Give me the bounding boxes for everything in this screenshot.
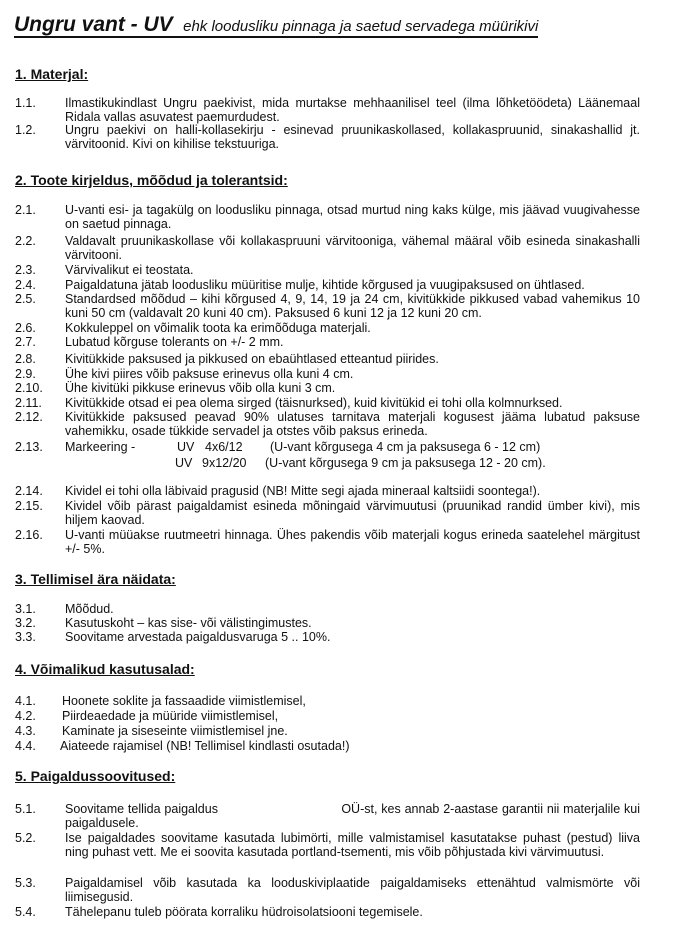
list-item xyxy=(15,694,640,708)
item-text: Ühe kivi piires võib paksuse erinevus olla kuni 4 cm. xyxy=(65,367,354,381)
item-number: 2.14. xyxy=(15,484,43,498)
item-number: 2.5. xyxy=(15,292,36,306)
item-text: Kokkuleppel on võimalik toota ka erimõõduga materjali. xyxy=(65,321,371,335)
list-item xyxy=(15,499,640,527)
list-item xyxy=(15,292,640,320)
list-item xyxy=(15,831,640,859)
product-name: Ungru vant - UV xyxy=(14,13,173,36)
section-heading-installation: 5. Paigaldussoovitused: xyxy=(15,768,176,784)
list-item xyxy=(15,410,640,438)
item-text: Kivitükkide otsad ei pea olema sirged (täisnurksed), kuid kivitükid ei tohi olla kolmnurksed. xyxy=(65,396,563,410)
item-text: Standardsed mõõdud – kihi kõrgused 4, 9, 14, 19 ja 24 cm, kivitükkide pikkused vabad vahemikus 10 kuni 50 cm (valdavalt 20 kuni 40 cm). Paksused 6 kuni 12 ja 12 kuni 20 cm. xyxy=(65,292,640,320)
item-text: Kasutuskoht – kas sise- või välistingimustes. xyxy=(65,616,312,630)
marking-size: 4x6/12 xyxy=(205,440,243,454)
list-item xyxy=(15,367,640,381)
list-item xyxy=(15,96,640,124)
item-text: Mõõdud. xyxy=(65,602,114,616)
item-number: 2.13. xyxy=(15,440,43,454)
item-text: Piirdeaedade ja müüride viimistlemisel, xyxy=(62,709,279,723)
product-description: ehk loodusliku pinnaga ja saetud servadega müürikivi xyxy=(183,18,539,35)
item-number: 2.7. xyxy=(15,335,36,349)
item-number: 2.12. xyxy=(15,410,43,424)
item-text: Värvivalikut ei teostata. xyxy=(65,263,194,277)
list-item xyxy=(15,905,640,919)
list-item xyxy=(15,263,640,277)
item-text: Kividel võib pärast paigaldamist esineda mõningaid värvimuutusi (pruunikad randid ümber kivi), mis hiljem kaovad. xyxy=(65,499,640,527)
section-heading-uses: 4. Võimalikud kasutusalad: xyxy=(15,661,195,677)
list-item xyxy=(15,352,640,366)
item-number: 2.2. xyxy=(15,234,36,248)
item-number: 4.1. xyxy=(15,694,36,708)
item-number: 4.2. xyxy=(15,709,36,723)
section-heading-description: 2. Toote kirjeldus, mõõdud ja tolerantsid: xyxy=(15,172,288,188)
item-text: Aiateede rajamisel (NB! Tellimisel kindlasti osutada!) xyxy=(60,739,350,753)
item-number: 5.3. xyxy=(15,876,36,890)
item-text: Tähelepanu tuleb pöörata korraliku hüdroisolatsiooni tegemisele. xyxy=(65,905,423,919)
list-item xyxy=(15,724,640,738)
item-number: 2.3. xyxy=(15,263,36,277)
item-text: Ungru paekivi on halli-kollasekirju - esinevad pruunikaskollased, kollakaspruunid, sinakashallid jt. värvitoonid. Kivi on kihilise tekstuuriga. xyxy=(65,123,640,151)
item-text: Kividel ei tohi olla läbivaid pragusid (NB! Mitte segi ajada mineraal kaltsiidi soontega!). xyxy=(65,484,541,498)
item-text: U-vanti müüakse ruutmeetri hinnaga. Ühes pakendis võib materjali kogus erineda saatelehel märgitust +/- 5%. xyxy=(65,528,640,556)
item-text: Kaminate ja siseseinte viimistlemisel jne. xyxy=(62,724,288,738)
list-item xyxy=(15,528,640,556)
item-number: 2.10. xyxy=(15,381,43,395)
item-text: Ühe kivitüki pikkuse erinevus võib olla kuni 3 cm. xyxy=(65,381,336,395)
section-heading-material: 1. Materjal: xyxy=(15,66,89,82)
item-text: Soovitame arvestada paigaldusvaruga 5 .. 10%. xyxy=(65,630,331,644)
list-item xyxy=(15,123,640,151)
item-number: 1.2. xyxy=(15,123,36,137)
item-text: Ise paigaldades soovitame kasutada lubimörti, mille valmistamisel kasutatakse puhast (pestud) liiva ning puhast vett. Me ei soovita kasutada portland-tsementi, mis võib põhjustada kivi värvimuutusi. xyxy=(65,831,640,859)
list-item xyxy=(15,381,640,395)
list-item xyxy=(15,484,640,498)
item-number: 4.3. xyxy=(15,724,36,738)
list-item xyxy=(15,203,640,231)
list-item xyxy=(15,802,644,830)
marking-code: UV xyxy=(175,456,193,470)
list-item xyxy=(15,278,640,292)
item-text: Valdavalt pruunikaskollase või kollakaspruuni värvitooniga, vähemal määral võib esineda sinakashalli värvitooni. xyxy=(65,234,640,262)
item-text: Kivitükkide paksused ja pikkused on ebaühtlased etteantud piirides. xyxy=(65,352,439,366)
marking-description: (U-vant kõrgusega 4 cm ja paksusega 6 - 12 cm) xyxy=(270,440,541,454)
item-number: 2.16. xyxy=(15,528,43,542)
item-number: 2.6. xyxy=(15,321,36,335)
item-text: Soovitame tellida paigaldus OÜ-st, kes annab 2-aastase garantii nii materjalile kui paigaldusele. xyxy=(65,802,644,830)
marking-description: (U-vant kõrgusega 9 cm ja paksusega 12 - 20 cm). xyxy=(265,456,546,470)
list-item xyxy=(15,709,640,723)
list-item xyxy=(15,335,640,349)
item-text: Paigaldatuna jätab loodusliku müüritise mulje, kihtide kõrgused ja vuugipaksused on ühtlased. xyxy=(65,278,585,292)
item-text: Paigaldamisel võib kasutada ka looduskiviplaatide paigaldamiseks ettenähtud valmismörte või liimisegusid. xyxy=(65,876,640,904)
list-item xyxy=(15,630,640,644)
item-text: Ilmastikukindlast Ungru paekivist, mida murtakse mehhaanilisel teel (ilma lõhketöödeta) Läänemaal Ridala vallas asuvatest paemurdudest. xyxy=(65,96,640,124)
marking-label: Markeering - xyxy=(65,440,136,454)
item-text: Hoonete soklite ja fassaadide viimistlemisel, xyxy=(62,694,306,708)
list-item xyxy=(15,876,640,904)
item-number: 2.15. xyxy=(15,499,43,513)
item-number: 2.4. xyxy=(15,278,36,292)
item-text: Lubatud kõrguse tolerants on +/- 2 mm. xyxy=(65,335,284,349)
item-number: 3.2. xyxy=(15,616,36,630)
document-title xyxy=(14,14,538,38)
item-number: 2.1. xyxy=(15,203,36,217)
item-number: 2.11. xyxy=(15,396,42,410)
item-number: 3.1. xyxy=(15,602,36,616)
list-item xyxy=(15,616,640,630)
item-number: 2.8. xyxy=(15,352,36,366)
item-number: 5.1. xyxy=(15,802,36,816)
list-item xyxy=(15,739,640,753)
item-text: U-vanti esi- ja tagakülg on loodusliku pinnaga, otsad murtud ning kaks külge, mis jäävad vuugivahesse on saetud pinnaga. xyxy=(65,203,640,231)
list-item xyxy=(15,602,640,616)
item-number: 5.4. xyxy=(15,905,36,919)
item-number: 2.9. xyxy=(15,367,36,381)
list-item xyxy=(15,234,640,262)
item-text: Kivitükkide paksused peavad 90% ulatuses tarnitava materjali kogusest jääma lubatud paksuse vahemikku, osade tükkide servadel ja otstes võib paksus erineda. xyxy=(65,410,640,438)
marking-code: UV xyxy=(177,440,195,454)
item-number: 1.1. xyxy=(15,96,36,110)
list-item xyxy=(15,396,640,410)
section-heading-ordering: 3. Tellimisel ära näidata: xyxy=(15,571,176,587)
list-item xyxy=(15,321,640,335)
item-number: 3.3. xyxy=(15,630,36,644)
item-number: 5.2. xyxy=(15,831,36,845)
item-number: 4.4. xyxy=(15,739,36,753)
marking-size: 9x12/20 xyxy=(202,456,247,470)
